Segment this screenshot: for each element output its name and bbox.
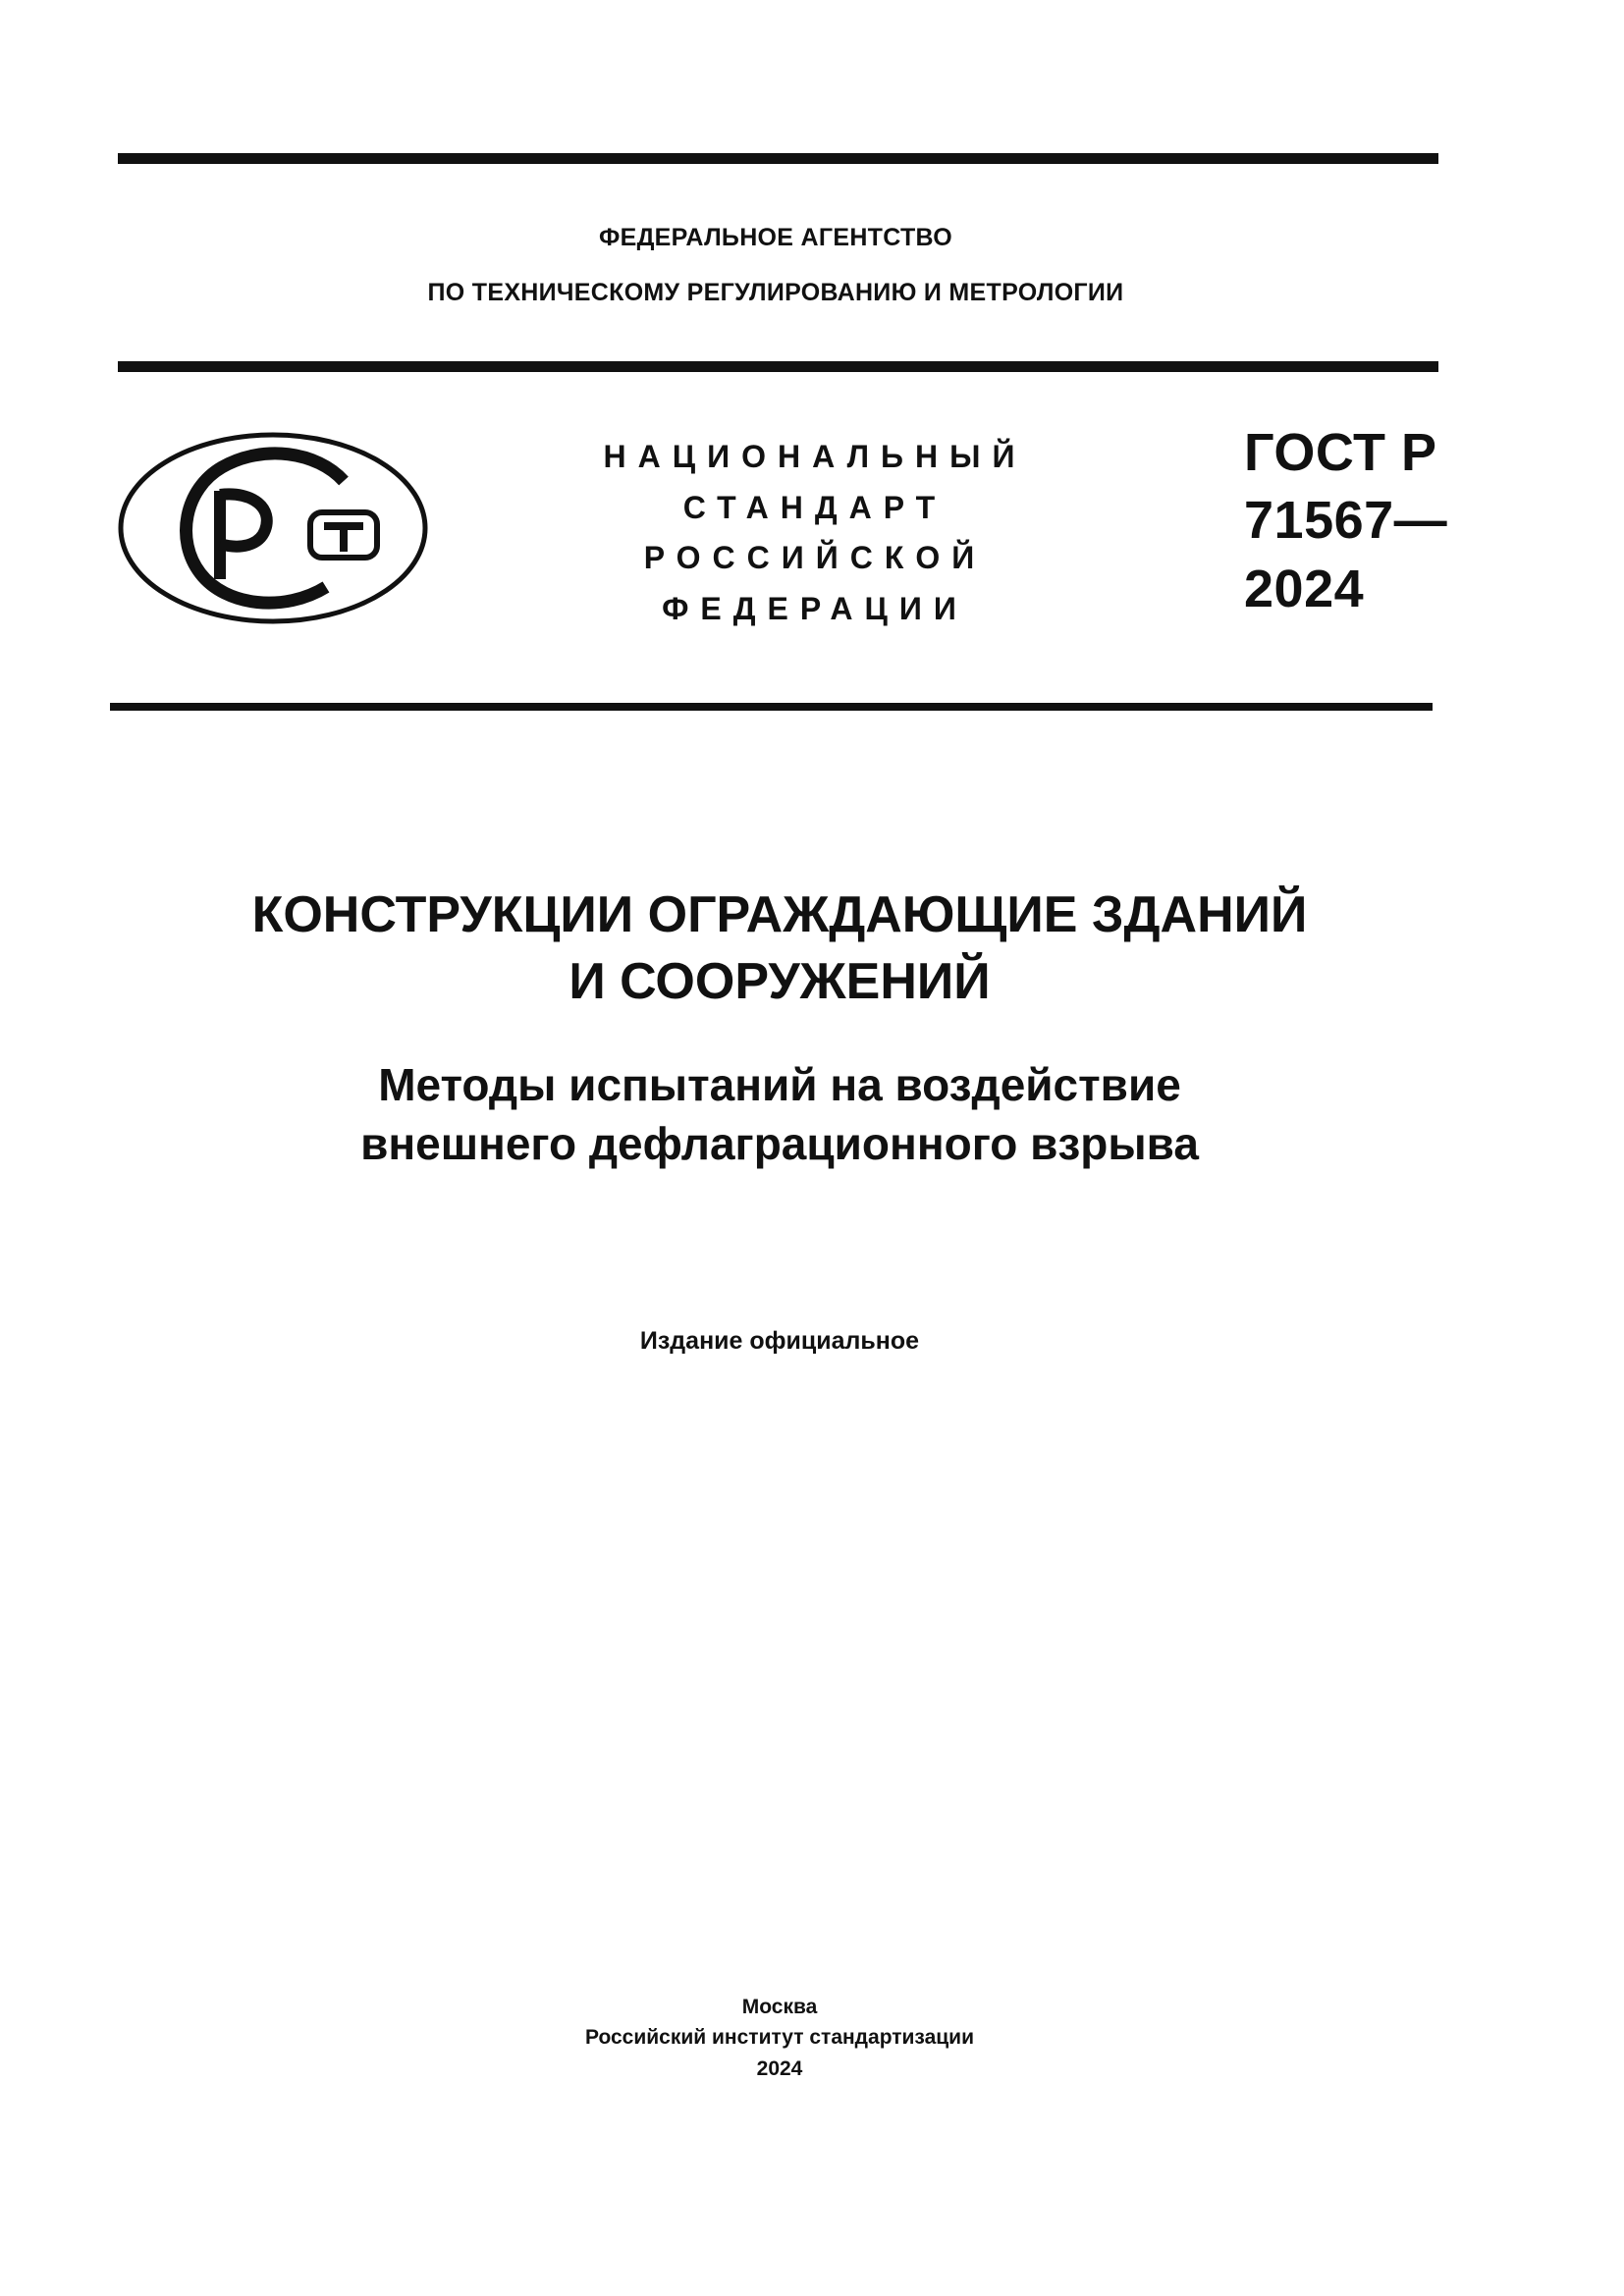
publisher-institute: Российский институт стандартизации	[584, 2026, 975, 2049]
document-subtitle-line-2: внешнего дефлаграционного взрыва	[360, 1118, 1199, 1169]
publisher-city: Москва	[741, 1996, 818, 2018]
national-standard-line-2: СТАНДАРТ	[682, 490, 947, 525]
document-subtitle-line-1: Методы испытаний на воздействие	[378, 1059, 1181, 1110]
publication-year: 2024	[756, 2057, 803, 2080]
document-title-line-1: КОНСТРУКЦИИ ОГРАЖДАЮЩИЕ ЗДАНИЙ	[251, 886, 1308, 943]
rst-certification-mark-icon	[116, 430, 430, 626]
top-rule	[118, 153, 1438, 164]
edition-label: Издание официальное	[639, 1327, 920, 1355]
standard-designation-line-3: 2024	[1244, 560, 1365, 618]
national-standard-line-3: РОССИЙСКОЙ	[643, 540, 987, 575]
national-standard-line-1: НАЦИОНАЛЬНЫЙ	[603, 439, 1027, 474]
document-title-line-2: И СООРУЖЕНИЙ	[568, 953, 991, 1010]
national-standard-line-4: ФЕДЕРАЦИИ	[662, 591, 968, 626]
agency-line-1: ФЕДЕРАЛЬНОЕ АГЕНТСТВО	[598, 224, 953, 251]
standard-designation-line-2: 71567—	[1244, 491, 1448, 550]
standard-designation-line-1: ГОСТ Р	[1244, 423, 1437, 482]
bottom-rule	[110, 703, 1433, 711]
middle-rule	[118, 361, 1438, 372]
agency-line-2: ПО ТЕХНИЧЕСКОМУ РЕГУЛИРОВАНИЮ И МЕТРОЛОГИИ	[427, 279, 1124, 306]
